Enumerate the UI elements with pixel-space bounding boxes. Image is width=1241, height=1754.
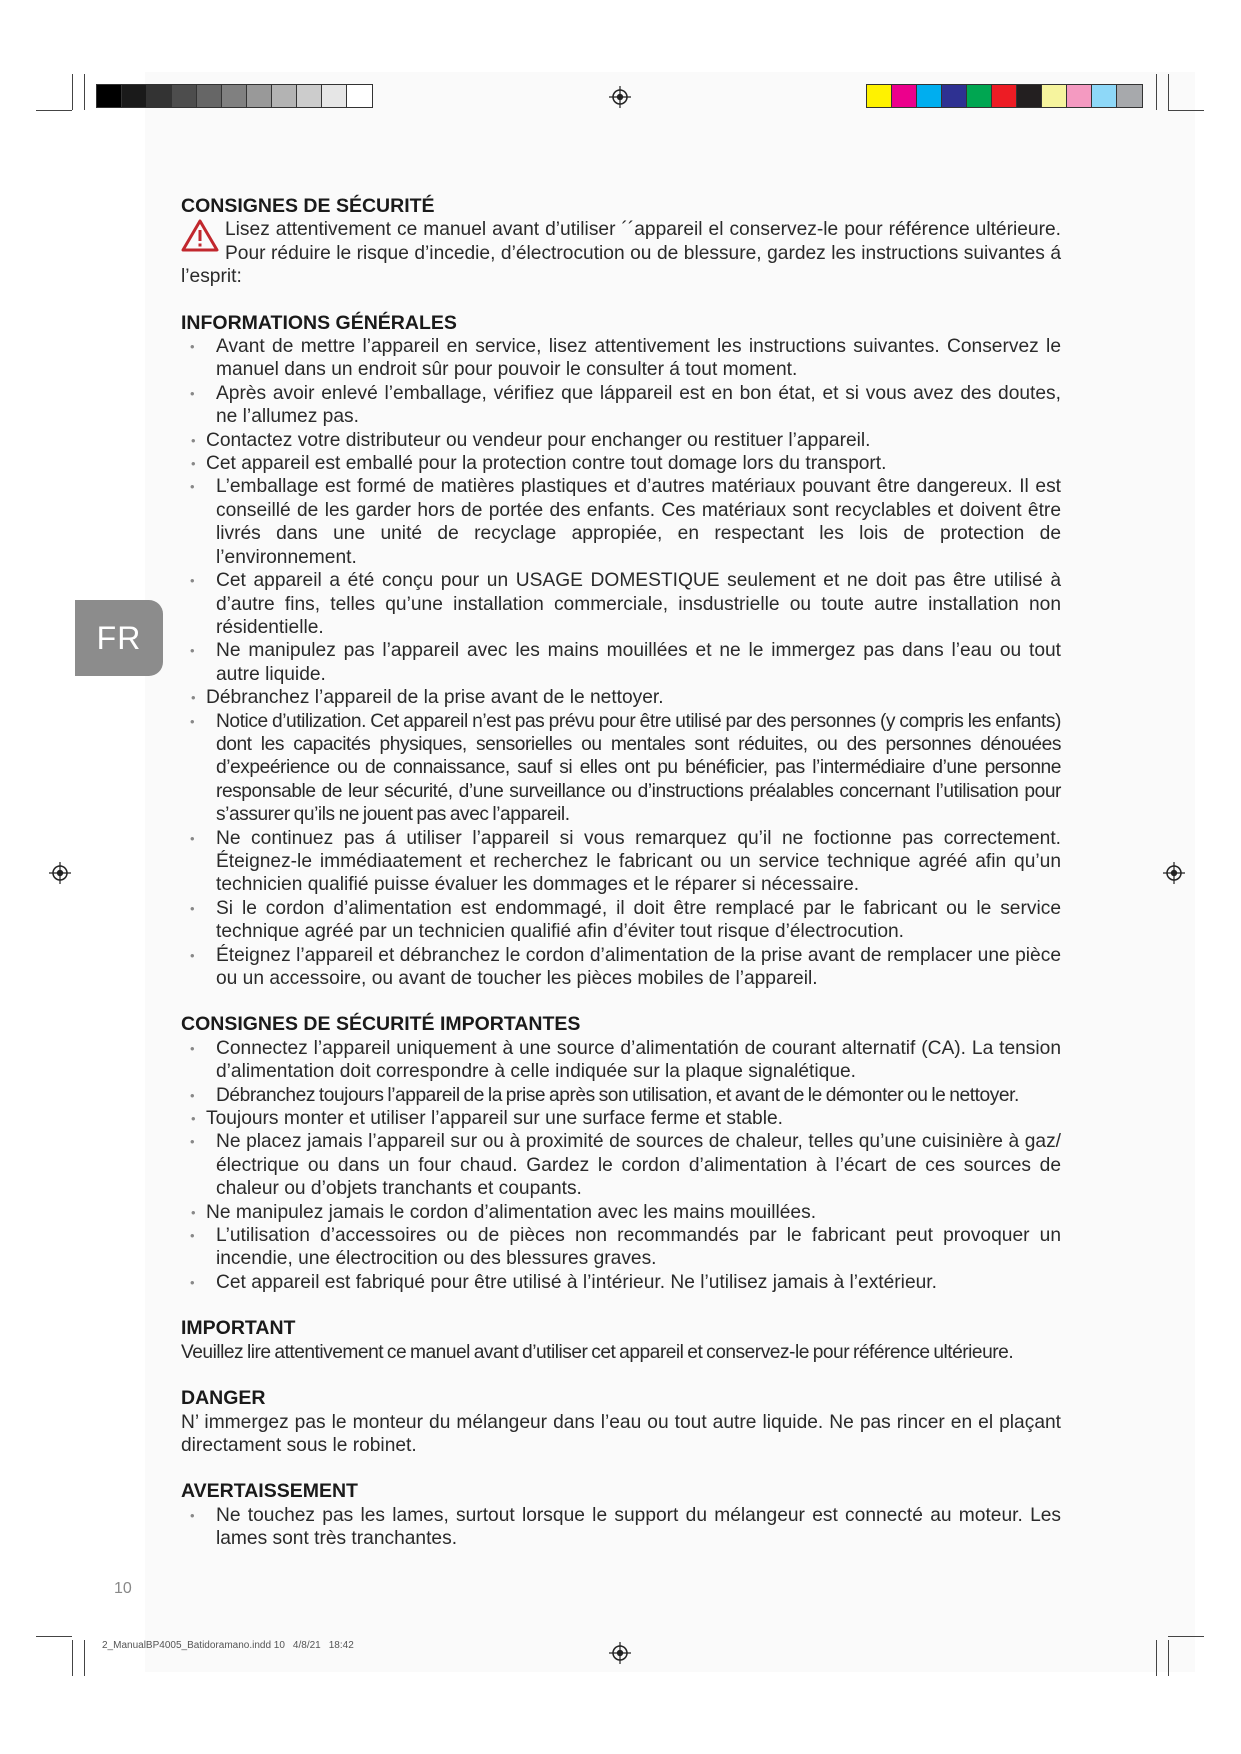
grayscale-swatch <box>122 85 147 107</box>
color-swatch <box>1092 85 1117 107</box>
general-list <box>181 335 1061 990</box>
color-swatch <box>1117 85 1142 107</box>
grayscale-swatch <box>347 85 372 107</box>
grayscale-swatch <box>147 85 172 107</box>
crop-mark <box>1168 110 1204 111</box>
list-item: • Éteignez l’appareil et débranchez le cordon d’alimentation de la prise avant de remplacer une pièce ou un accessoire, ou avant de toucher les pièces mobiles de l’appareil. <box>181 944 1061 991</box>
section-title: IMPORTANT <box>181 1317 296 1340</box>
grayscale-calibration-bar <box>96 84 373 108</box>
list-item: • L’emballage est formé de matières plastiques et d’autres matériaux pouvant être dangereux. Il est conseillé de les garder hors de portée des enfants. Ces matériaux sont recyclables et doivent être livrés dans une unité de recyclage appropiée, en respectant les lois de protection de l’environnement. <box>181 475 1061 569</box>
warning-section <box>181 1480 1061 1550</box>
registration-mark-icon <box>609 86 631 108</box>
safety-section <box>181 195 1061 289</box>
color-swatch <box>942 85 967 107</box>
crop-mark <box>84 1640 85 1676</box>
list-item: • Cet appareil est fabriqué pour être utilisé à l’intérieur. Ne l’utilisez jamais à l’extérieur. <box>181 1271 1061 1294</box>
crop-mark <box>1168 1640 1169 1676</box>
list-item: • Toujours monter et utiliser l’appareil sur une surface ferme et stable. <box>181 1107 1061 1130</box>
print-slug <box>102 1640 354 1651</box>
registration-mark-icon <box>49 862 71 884</box>
color-swatch <box>1017 85 1042 107</box>
crop-mark <box>72 1640 73 1676</box>
grayscale-swatch <box>272 85 297 107</box>
language-tab: FR <box>75 600 163 676</box>
general-section <box>181 312 1061 991</box>
list-item: • Notice d’utilization. Cet appareil n’est pas prévu pour être utilisé par des personnes (y compris les enfants) dont les capacités physiques, sensorielles ou mentales sont réduites, ou des personnes dénouées d’expeérience ou de connaissance, sauf si elles ont pu bénéficier, pas l’intermédiaire d’une personne responsable de leur sécurité, d’une surveillance ou d’instructions préalables concernant l’utilisation pour s’assurer qu’ils ne jouent pas avec l’appareil. <box>181 710 1061 827</box>
safety-intro-text: Lisez attentivement ce manuel avant d’utiliser ´´appareil el conservez-le pour référence ultérieure. Pour réduire le risque d’incedie, d’électrocution ou de blessure, gardez les instructions suivantes á l’esprit: <box>181 219 1061 288</box>
list-item: • Ne manipulez pas l’appareil avec les mains mouillées et ne le immergez pas dans l’eau ou tout autre liquide. <box>181 639 1061 686</box>
list-item: • Débranchez l’appareil de la prise avant de le nettoyer. <box>181 686 1061 709</box>
important-safety-section <box>181 1013 1061 1294</box>
list-item: • Connectez l’appareil uniquement à une source d’alimentatión de courant alternatif (CA). La tension d’alimentation doit correspondre à celle indiquée sur la plaque signalétique. <box>181 1037 1061 1084</box>
list-item: • Ne placez jamais l’appareil sur ou à proximité de sources de chaleur, telles qu’une cuisinière à gaz/électrique ou dans un four chaud. Gardez le cordon d’alimentation à l’écart de ces sources de chaleur ou d’objets tranchants et coupants. <box>181 1130 1061 1200</box>
grayscale-swatch <box>97 85 122 107</box>
section-title: CONSIGNES DE SÉCURITÉ IMPORTANTES <box>181 1013 581 1036</box>
crop-mark <box>1168 74 1169 110</box>
grayscale-swatch <box>197 85 222 107</box>
warning-list <box>181 1504 1061 1551</box>
important-section <box>181 1317 1061 1364</box>
important-safety-list <box>181 1037 1061 1294</box>
danger-text: N’ immergez pas le monteur du mélangeur dans l’eau ou tout autre liquide. Ne pas rincer en el plaçant directament sous le robinet. <box>181 1411 1061 1456</box>
manual-content <box>181 195 1061 1574</box>
color-calibration-bar <box>866 84 1143 108</box>
list-item: • L’utilisation d’accessoires ou de pièces non recommandés par le fabricant peut provoquer un incendie, une électrocition ou des blessures graves. <box>181 1224 1061 1271</box>
safety-intro <box>181 218 1061 288</box>
crop-mark <box>72 74 73 110</box>
list-item: • Ne manipulez jamais le cordon d’alimentation avec les mains mouillées. <box>181 1201 1061 1224</box>
list-item: • Si le cordon d’alimentation est endommagé, il doit être remplacé par le fabricant ou le service technique agréé par un technicien qualifié afin d’éviter tout risque d’électrocution. <box>181 897 1061 944</box>
list-item: • Après avoir enlevé l’emballage, vérifiez que láppareil est en bon état, et si vous avez des doutes, ne l’allumez pas. <box>181 382 1061 429</box>
crop-mark <box>1168 1636 1204 1637</box>
grayscale-swatch <box>297 85 322 107</box>
color-swatch <box>917 85 942 107</box>
color-swatch <box>867 85 892 107</box>
color-swatch <box>1042 85 1067 107</box>
important-text: Veuillez lire attentivement ce manuel avant d’utiliser cet appareil et conservez-le pour référence ultérieure. <box>181 1341 1014 1363</box>
slug-date: 4/8/21 <box>292 1640 321 1651</box>
list-item: • Cet appareil est emballé pour la protection contre tout domage lors du transport. <box>181 452 1061 475</box>
section-title: DANGER <box>181 1387 266 1410</box>
list-item: • Ne continuez pas á utiliser l’appareil si vous remarquez qu’il ne foctionne pas correctement. Éteignez-le immédiaatement et recherchez le fabricant ou un service technique agréé afin qu’un technicien qualifié puisse évaluer les dommages et le réparer si nécessaire. <box>181 827 1061 897</box>
crop-mark <box>1156 1640 1157 1676</box>
grayscale-swatch <box>172 85 197 107</box>
crop-mark <box>36 110 72 111</box>
warning-triangle-icon <box>181 219 219 253</box>
grayscale-swatch <box>322 85 347 107</box>
color-swatch <box>1067 85 1092 107</box>
crop-mark <box>1156 74 1157 110</box>
page-number: 10 <box>114 1580 132 1597</box>
slug-time: 18:42 <box>328 1640 354 1651</box>
registration-mark-icon <box>609 1642 631 1664</box>
list-item: • Contactez votre distributeur ou vendeur pour enchanger ou restituer l’appareil. <box>181 429 1061 452</box>
list-item: • Avant de mettre l’appareil en service, lisez attentivement les instructions suivantes. Conservez le manuel dans un endroit sûr pour pouvoir le consulter á tout moment. <box>181 335 1061 382</box>
section-title: AVERTAISSEMENT <box>181 1480 358 1503</box>
crop-mark <box>84 74 85 110</box>
list-item: • Cet appareil a été conçu pour un USAGE DOMESTIQUE seulement et ne doit pas être utilisé à d’autre fins, telles qu’une installation commerciale, insdustrielle ou toute autre installation non résidentielle. <box>181 569 1061 639</box>
color-swatch <box>967 85 992 107</box>
grayscale-swatch <box>247 85 272 107</box>
registration-mark-icon <box>1163 862 1185 884</box>
slug-file: 2_ManualBP4005_Batidoramano.indd 10 <box>102 1640 285 1651</box>
crop-mark <box>36 1636 72 1637</box>
section-title: INFORMATIONS GÉNÉRALES <box>181 311 457 334</box>
color-swatch <box>892 85 917 107</box>
danger-section <box>181 1387 1061 1457</box>
list-item: • Débranchez toujours l’appareil de la prise après son utilisation, et avant de le démonter ou le nettoyer. <box>181 1084 1061 1107</box>
section-title: CONSIGNES DE SÉCURITÉ <box>181 195 435 217</box>
list-item: • Ne touchez pas les lames, surtout lorsque le support du mélangeur est connecté au moteur. Les lames sont très tranchantes. <box>181 1504 1061 1551</box>
grayscale-swatch <box>222 85 247 107</box>
color-swatch <box>992 85 1017 107</box>
